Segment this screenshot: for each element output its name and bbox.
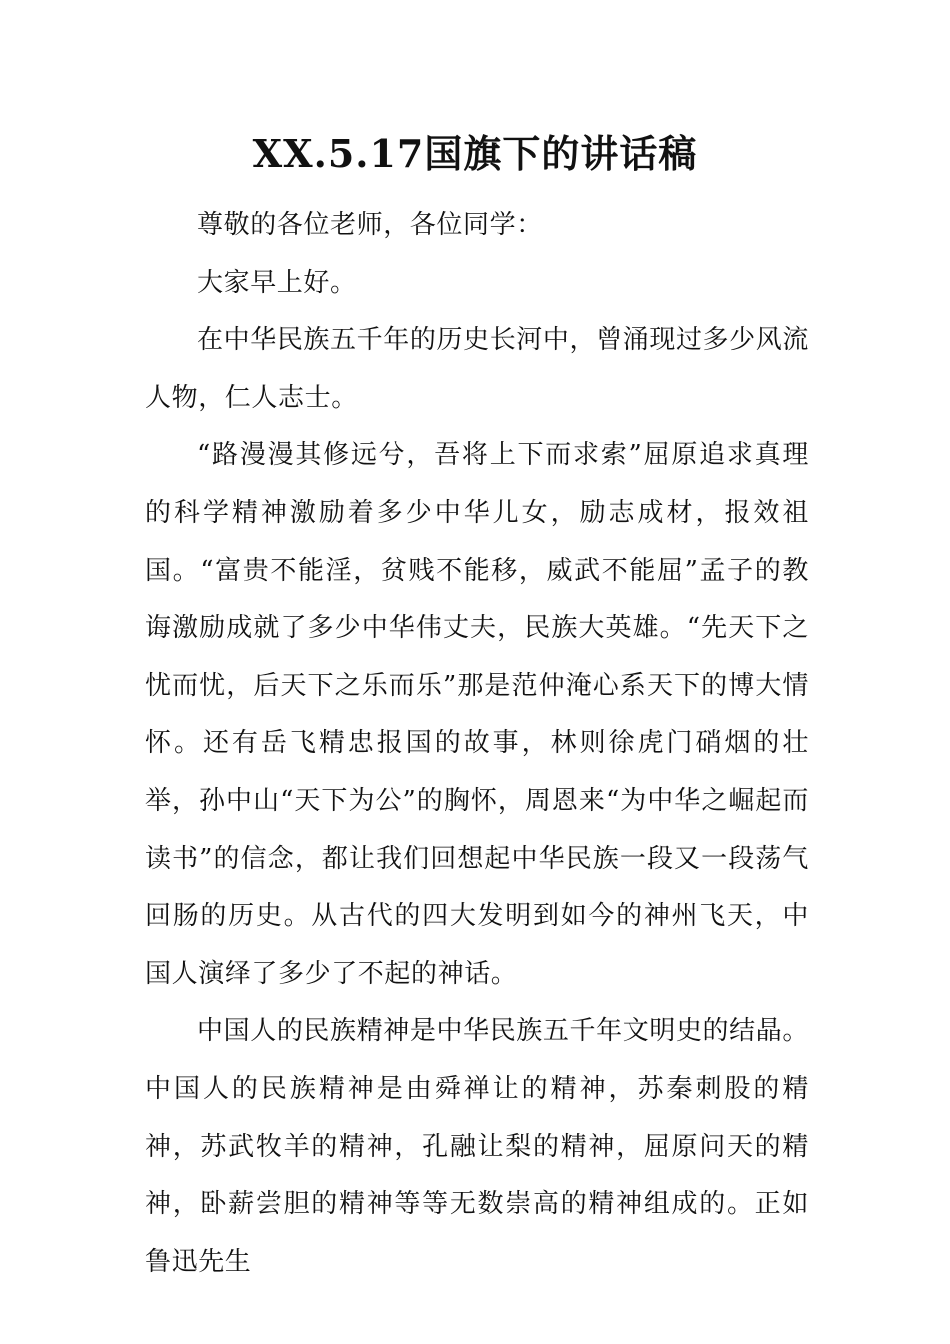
document-body bbox=[145, 197, 809, 1291]
paragraph-history-intro: 在中华民族五千年的历史长河中，曾涌现过多少风流人物，仁人志士。 bbox=[145, 325, 809, 413]
paragraph-historical-figures: “路漫漫其修远兮，吾将上下而求索”屈原追求真理的科学精神激励着多少中华儿女，励志成材，报效祖国。“富贵不能淫，贫贱不能移，威武不能屈”孟子的教诲激励成就了多少中华伟丈夫，民族大英雄。“先天下之忧而忧，后天下之乐而乐”那是范仲淹心系天下的博大情怀。还有岳飞精忠报国的故事，林则徐虎门硝烟的壮举，孙中山“天下为公”的胸怀，周恩来“为中华之崛起而读书”的信念，都让我们回想起中华民族一段又一段荡气回肠的历史。从古代的四大发明到如今的神州飞天，中国人演绎了多少了不起的神话。 bbox=[145, 440, 809, 989]
paragraph-national-spirit: 中国人的民族精神是中华民族五千年文明史的结晶。中国人的民族精神是由舜禅让的精神，苏秦刺股的精神，苏武牧羊的精神，孔融让梨的精神，屈原问天的精神，卧薪尝胆的精神等等无数崇高的精神组成的。正如鲁迅先生 bbox=[145, 1016, 809, 1277]
paragraph-salutation: 尊敬的各位老师，各位同学： bbox=[197, 210, 543, 240]
document-title: XX.5.17国旗下的讲话稿 bbox=[252, 131, 698, 176]
paragraph-greeting: 大家早上好。 bbox=[197, 267, 357, 298]
